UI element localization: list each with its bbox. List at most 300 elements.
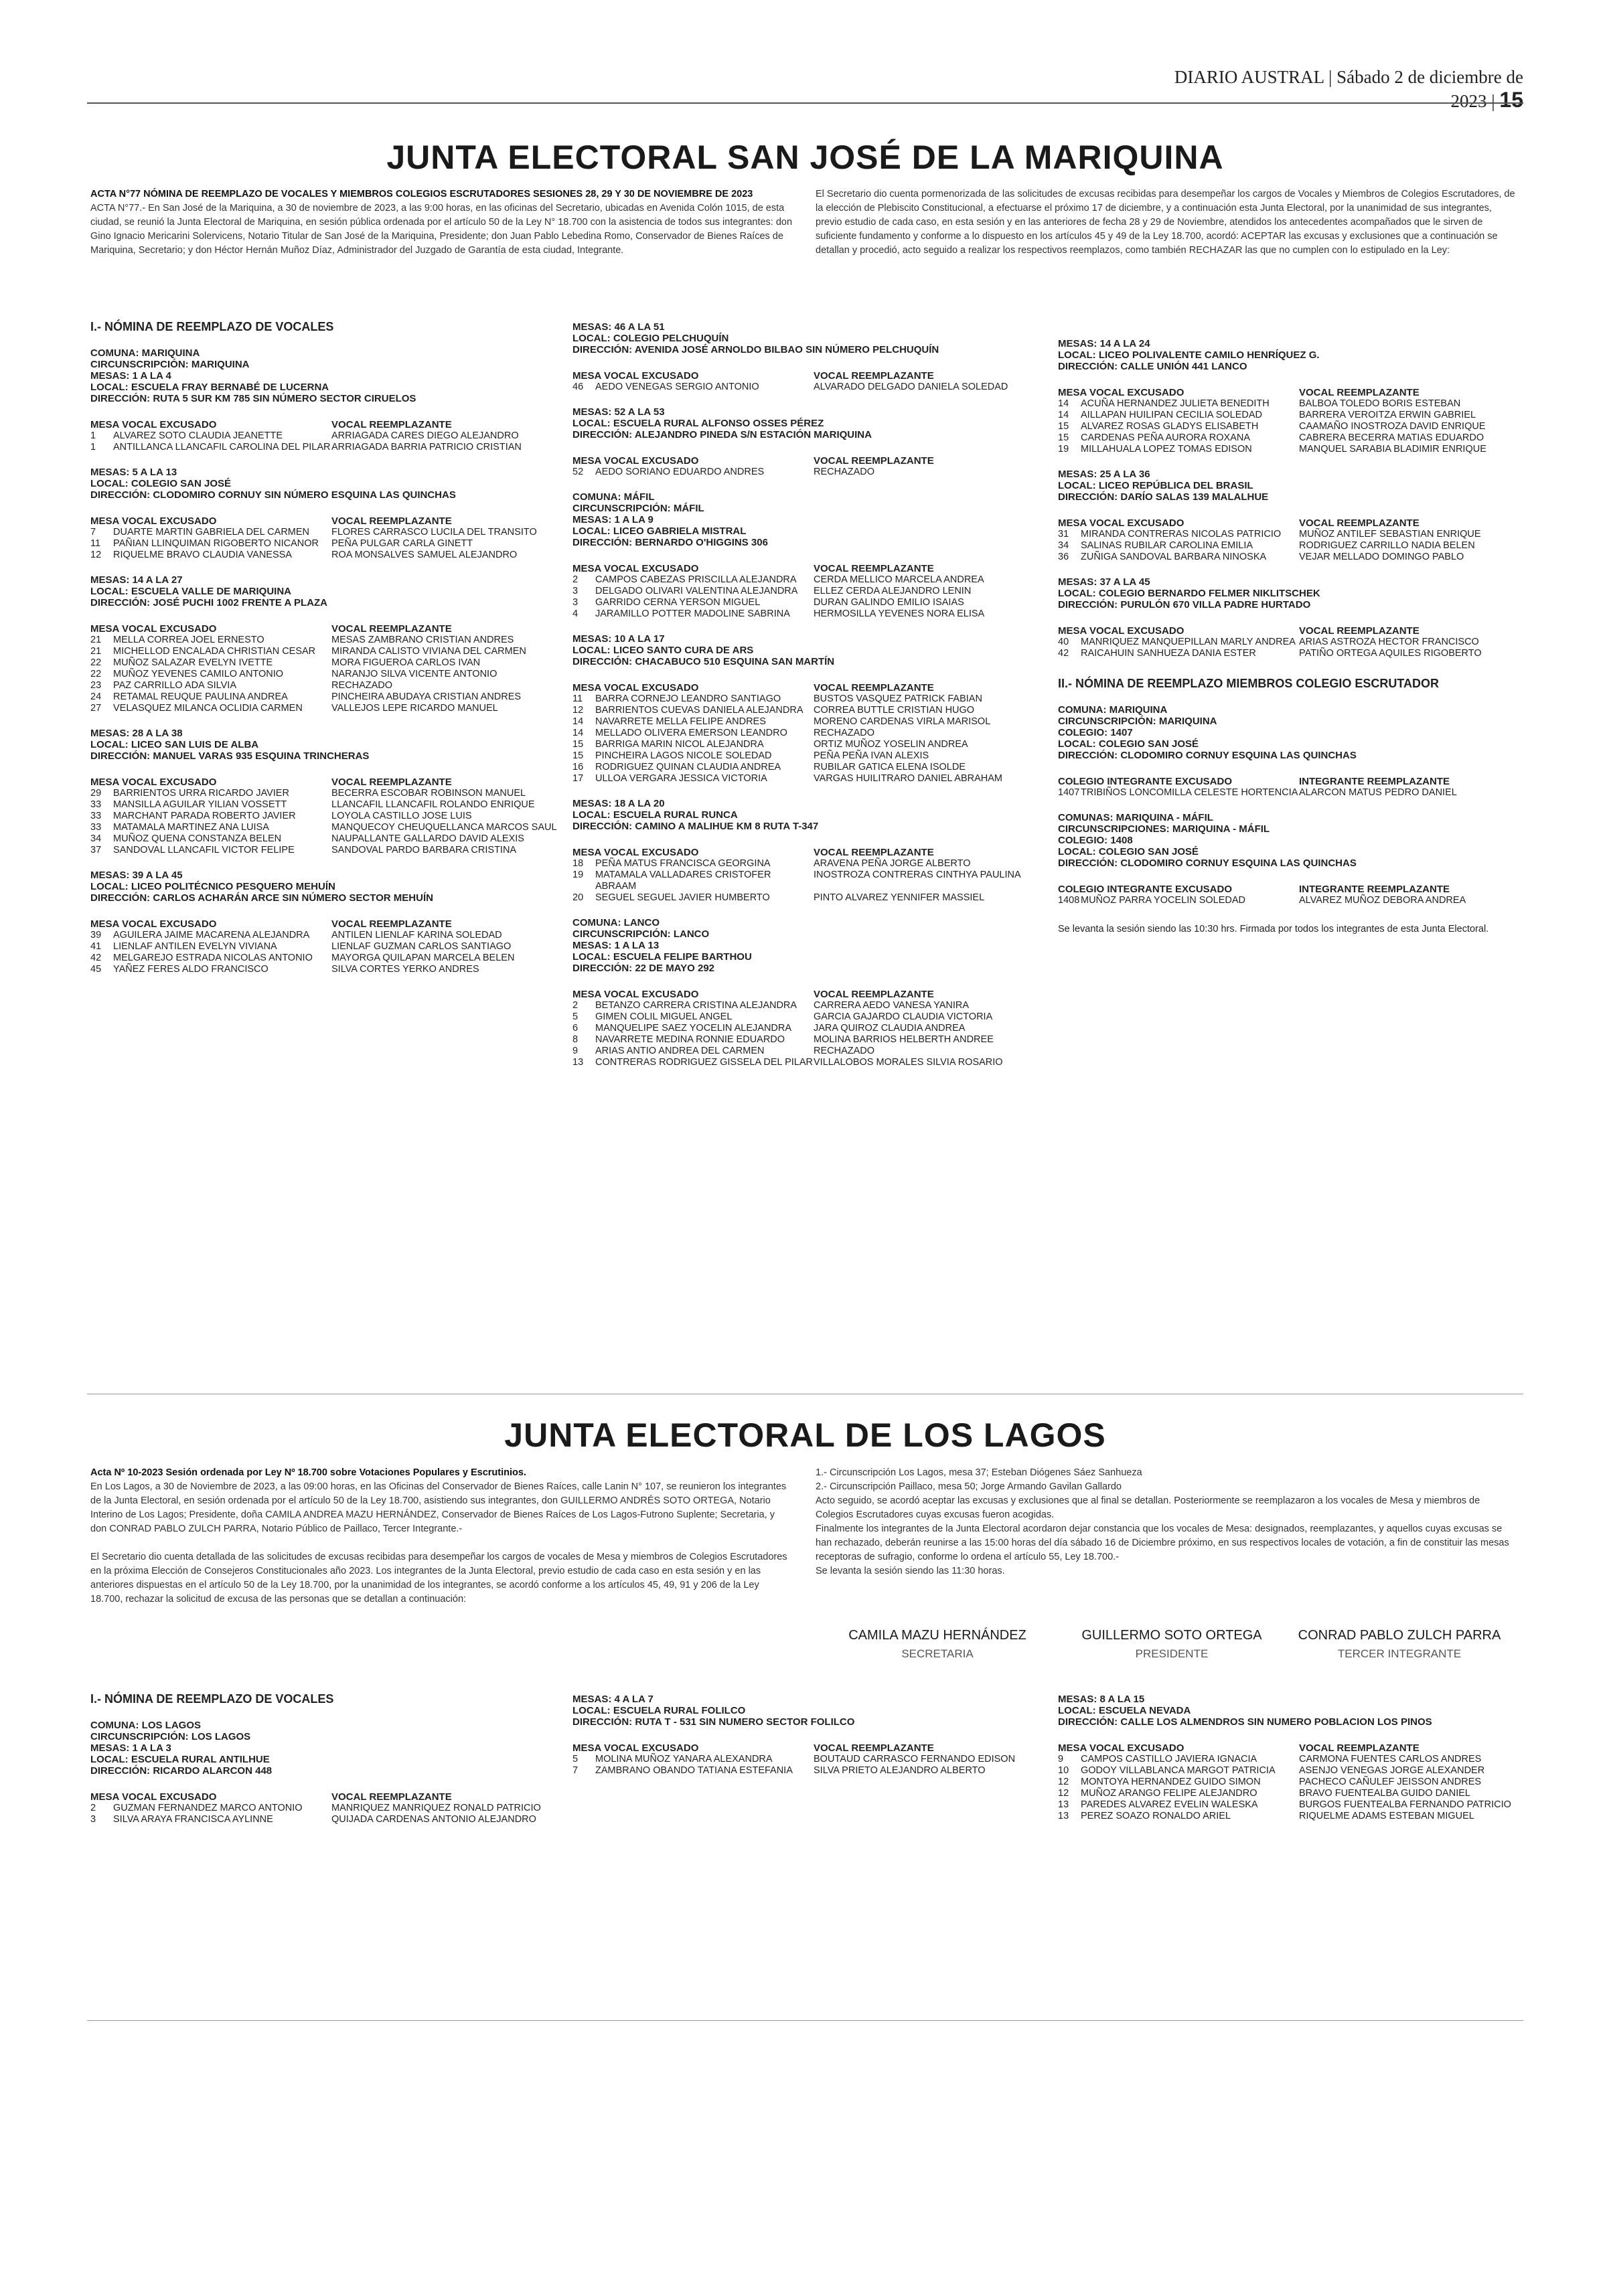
excused-cell [90, 442, 331, 453]
table-row [90, 953, 566, 964]
table-row [90, 669, 566, 680]
replacement-name: VALLEJOS LEPE RICARDO MANUEL [331, 703, 498, 714]
replacement-name: PINTO ALVAREZ YENNIFER MASSIEL [814, 892, 985, 903]
header-replacement: VOCAL REEMPLAZANTE [814, 989, 934, 1000]
block-header-line: MESAS: 14 A LA 24 [1058, 338, 1150, 349]
section-title: I.- NÓMINA DE REEMPLAZO DE VOCALES [90, 320, 334, 333]
table-row [1058, 529, 1527, 540]
replacement-name: CAAMAÑO INOSTROZA DAVID ENRIQUE [1299, 421, 1486, 432]
mesa-number: 15 [572, 750, 584, 761]
header-replacement: VOCAL REEMPLAZANTE [331, 1791, 452, 1803]
block-header-line: MESAS: 5 A LA 13 [90, 467, 177, 478]
excused-cell [1058, 787, 1299, 799]
header-replacement: VOCAL REEMPLAZANTE [331, 918, 452, 930]
excused-name: CONTRERAS RODRIGUEZ GISSELA DEL PILAR [595, 1057, 813, 1068]
table-row [1058, 1765, 1527, 1777]
excused-cell [572, 693, 814, 705]
excused-name: MUÑOZ QUENA CONSTANZA BELEN [113, 833, 282, 844]
table-row [90, 680, 566, 691]
replacement-name: CARRERA AEDO VANESA YANIRA [814, 1000, 970, 1011]
mesa-number: 15 [572, 739, 584, 750]
replacement-name: RUBILAR GATICA ELENA ISOLDE [814, 762, 966, 772]
block-header-line: MESAS: 8 A LA 15 [1058, 1694, 1145, 1705]
closing-statement: Se levanta la sesión siendo las 10:30 hrs. Firmada por todos los integrantes de esta Junta Electoral. [1058, 924, 1489, 934]
block-header-line: COLEGIO: 1407 [1058, 727, 1133, 738]
lagos-intro-lead: Acta Nº 10-2023 Sesión ordenada por Ley Nº 18.700 sobre Votaciones Populares y Escrutinios. [90, 1467, 526, 1478]
block-header-line: CIRCUNSCRIPCIÓN: MÁFIL [572, 503, 704, 514]
table-row [572, 739, 1048, 750]
excused-cell [572, 1000, 814, 1011]
replacement-name: BURGOS FUENTEALBA FERNANDO PATRICIO [1299, 1799, 1511, 1810]
replacement-table [572, 847, 1048, 904]
excused-cell [1058, 1811, 1299, 1822]
table-row [90, 964, 566, 975]
excused-name: AILLAPAN HUILIPAN CECILIA SOLEDAD [1081, 410, 1263, 420]
replacement-name: MUÑOZ ANTILEF SEBASTIAN ENRIQUE [1299, 529, 1481, 540]
replacement-name: BALBOA TOLEDO BORIS ESTEBAN [1299, 398, 1461, 409]
mesa-number: 22 [90, 657, 102, 668]
excused-cell [1058, 637, 1299, 648]
mesa-block [572, 633, 1048, 785]
excused-cell [90, 703, 331, 714]
excused-name: AEDO SORIANO EDUARDO ANDRES [595, 467, 765, 477]
mesa-number: 19 [1058, 444, 1069, 455]
excused-cell [90, 691, 331, 703]
excused-cell [572, 597, 814, 608]
header-excused: MESA VOCAL EXCUSADO [572, 455, 699, 467]
excused-cell [90, 646, 331, 657]
excused-name: MUÑOZ PARRA YOCELIN SOLEDAD [1081, 895, 1246, 906]
replacement-table [572, 682, 1048, 785]
excused-name: BARRIENTOS URRA RICARDO JAVIER [113, 788, 289, 799]
mesa-number: 9 [572, 1046, 579, 1056]
mesa-block-header [572, 917, 1048, 974]
block-header-line: DIRECCIÓN: CHACABUCO 510 ESQUINA SAN MARTÍN [572, 656, 835, 667]
excused-name: ARIAS ANTIO ANDREA DEL CARMEN [595, 1046, 765, 1056]
excused-name: ACUÑA HERNANDEZ JULIETA BENEDITH [1081, 398, 1270, 409]
excused-name: CARDENAS PEÑA AURORA ROXANA [1081, 432, 1251, 443]
excused-cell [1058, 398, 1299, 410]
excused-name: ANTILLANCA LLANCAFIL CAROLINA DEL PILAR [113, 442, 331, 453]
mesa-block-header [1058, 812, 1527, 869]
mesa-number: 9 [1058, 1754, 1064, 1765]
replacement-name: FLORES CARRASCO LUCILA DEL TRANSITO [331, 527, 537, 538]
mesa-number: 39 [90, 930, 102, 940]
table-row [90, 1803, 566, 1814]
replacement-table [572, 563, 1048, 620]
table-header [90, 623, 566, 635]
excused-cell [572, 382, 814, 393]
mesa-block [572, 798, 1048, 904]
excused-cell [90, 941, 331, 953]
header-replacement: VOCAL REEMPLAZANTE [814, 1742, 934, 1754]
replacement-table [1058, 884, 1527, 906]
replacement-name: ARRIAGADA CARES DIEGO ALEJANDRO [331, 430, 519, 441]
mesa-block-header [1058, 704, 1527, 761]
mesa-number: 34 [1058, 540, 1069, 551]
excused-cell [1058, 552, 1299, 563]
table-row [572, 1011, 1048, 1023]
block-header-line: DIRECCIÓN: JOSÉ PUCHI 1002 FRENTE A PLAZA [90, 597, 327, 608]
table-row [572, 608, 1048, 620]
replacement-table [90, 776, 566, 856]
replacement-table [572, 1742, 1048, 1777]
header-rule [87, 102, 1523, 104]
replacement-name: PACHECO CAÑULEF JEISSON ANDRES [1299, 1777, 1482, 1787]
excused-cell [572, 1046, 814, 1057]
table-header [1058, 776, 1527, 787]
mariquina-intro-left [90, 187, 793, 258]
excused-cell [1058, 421, 1299, 432]
replacement-name: PEÑA PULGAR CARLA GINETT [331, 538, 473, 549]
mesa-number: 19 [572, 870, 584, 880]
lagos-column-3 [1058, 1694, 1527, 1835]
mesa-number: 17 [572, 773, 584, 784]
table-row [1058, 637, 1527, 648]
excused-cell [572, 773, 814, 785]
excused-cell [90, 833, 331, 845]
block-header-line: LOCAL: ESCUELA FRAY BERNABÉ DE LUCERNA [90, 382, 329, 393]
excused-cell [572, 716, 814, 728]
header-excused: MESA VOCAL EXCUSADO [572, 1742, 699, 1754]
excused-name: VELASQUEZ MILANCA OCLIDIA CARMEN [113, 703, 303, 714]
excused-cell [572, 1034, 814, 1046]
table-row [90, 442, 566, 453]
header-excused: COLEGIO INTEGRANTE EXCUSADO [1058, 884, 1233, 895]
mesa-block-header [572, 491, 1048, 548]
replacement-name: QUIJADA CARDENAS ANTONIO ALEJANDRO [331, 1814, 536, 1825]
mesa-block-header [572, 1694, 1048, 1728]
excused-name: SANDOVAL LLANCAFIL VICTOR FELIPE [113, 845, 295, 855]
mesa-number: 46 [572, 382, 584, 392]
header-excused: MESA VOCAL EXCUSADO [572, 370, 699, 382]
table-row [90, 703, 566, 714]
mesa-block [90, 1720, 566, 1825]
mariquina-column-3 [1058, 338, 1527, 935]
table-row [572, 773, 1048, 785]
mesa-block [572, 321, 1048, 393]
mesa-block [90, 467, 566, 561]
replacement-name: PINCHEIRA ABUDAYA CRISTIAN ANDRES [331, 691, 522, 702]
block-header-line: MESAS: 1 A LA 4 [90, 370, 171, 382]
header-excused: MESA VOCAL EXCUSADO [1058, 517, 1184, 529]
table-row [90, 635, 566, 646]
lagos-intro-right-2: 2.- Circunscripción Paillaco, mesa 50; Jorge Armando Gavilan Gallardo [816, 1481, 1122, 1492]
excused-cell [572, 1057, 814, 1068]
excused-name: PAREDES ALVAREZ EVELIN WALESKA [1081, 1799, 1258, 1810]
mariquina-title: JUNTA ELECTORAL SAN JOSÉ DE LA MARIQUINA [386, 139, 1224, 176]
table-row [1058, 540, 1527, 552]
header-excused: MESA VOCAL EXCUSADO [90, 419, 217, 430]
excused-name: SALINAS RUBILAR CAROLINA EMILIA [1081, 540, 1253, 551]
table-header [1058, 1742, 1527, 1754]
mesa-number: 33 [90, 799, 102, 810]
table-row [572, 750, 1048, 762]
table-row [572, 574, 1048, 586]
replacement-name: LIENLAF GUZMAN CARLOS SANTIAGO [331, 941, 512, 952]
excused-name: MELGAREJO ESTRADA NICOLAS ANTONIO [113, 953, 313, 963]
mesa-number: 13 [1058, 1799, 1069, 1810]
mesa-block [1058, 469, 1527, 563]
header-replacement: VOCAL REEMPLAZANTE [1299, 1742, 1420, 1754]
table-row [572, 382, 1048, 393]
block-header-line: COMUNA: MARIQUINA [1058, 704, 1168, 716]
excused-cell [90, 1803, 331, 1814]
excused-name: ALVAREZ SOTO CLAUDIA JEANETTE [113, 430, 283, 441]
mesa-number: 27 [90, 703, 102, 714]
replacement-name: NARANJO SILVA VICENTE ANTONIO [331, 669, 498, 679]
mesa-number: 21 [90, 635, 102, 645]
signer-role: TERCER INTEGRANTE [1337, 1647, 1462, 1660]
replacement-name: RECHAZADO [331, 680, 393, 691]
table-row [1058, 895, 1527, 906]
block-header-line: MESAS: 25 A LA 36 [1058, 469, 1150, 480]
mesa-number: 8 [572, 1034, 579, 1045]
excused-name: MELLADO OLIVERA EMERSON LEANDRO [595, 728, 787, 738]
newspaper-name: DIARIO AUSTRAL [1174, 67, 1324, 87]
table-row [90, 527, 566, 538]
block-header-line: CIRCUNSCRIPCIÓN: LOS LAGOS [90, 1731, 251, 1742]
mesa-block-header [90, 467, 566, 501]
mesa-number: 15 [1058, 421, 1069, 432]
issue-date: | Sábado 2 de diciembre de 2023 | [1328, 67, 1523, 111]
mesa-number: 15 [1058, 432, 1069, 443]
signer-name: GUILLERMO SOTO ORTEGA [1081, 1628, 1262, 1643]
mariquina-intro-lead: ACTA N°77 NÓMINA DE REEMPLAZO DE VOCALES Y MIEMBROS COLEGIOS ESCRUTADORES SESIONES 28, 29 Y 30 DE NOVIEMBRE DE 2023 [90, 189, 753, 199]
header-replacement: VOCAL REEMPLAZANTE [1299, 625, 1420, 637]
excused-cell [1058, 432, 1299, 444]
block-header-line: MESAS: 52 A LA 53 [572, 406, 665, 418]
header-replacement: VOCAL REEMPLAZANTE [1299, 387, 1420, 398]
lagos-column-1 [90, 1694, 566, 1839]
block-header-line: LOCAL: LICEO POLITÉCNICO PESQUERO MEHUÍN [90, 881, 335, 892]
mesa-number: 7 [572, 1765, 579, 1776]
excused-cell [572, 705, 814, 716]
mesa-block-header [90, 870, 566, 904]
excused-cell [1058, 410, 1299, 421]
block-header-line: DIRECCIÓN: CARLOS ACHARÁN ARCE SIN NÚMERO SECTOR MEHUÍN [90, 892, 433, 904]
block-header-line: COMUNA: MARIQUINA [90, 347, 200, 359]
header-replacement: VOCAL REEMPLAZANTE [331, 419, 452, 430]
table-header [572, 1742, 1048, 1754]
replacement-name: INOSTROZA CONTRERAS CINTHYA PAULINA [814, 870, 1021, 880]
mesa-block [1058, 338, 1527, 455]
excused-name: PINCHEIRA LAGOS NICOLE SOLEDAD [595, 750, 772, 761]
excused-name: MONTOYA HERNANDEZ GUIDO SIMON [1081, 1777, 1261, 1787]
mesa-block-header [90, 347, 566, 404]
replacement-name: RECHAZADO [814, 467, 875, 477]
replacement-name: VILLALOBOS MORALES SILVIA ROSARIO [814, 1057, 1003, 1068]
header-replacement: INTEGRANTE REEMPLAZANTE [1299, 884, 1450, 895]
replacement-name: VEJAR MELLADO DOMINGO PABLO [1299, 552, 1464, 562]
mesa-number: 3 [572, 597, 579, 608]
table-row [90, 845, 566, 856]
table-row [572, 1000, 1048, 1011]
excused-cell [1058, 895, 1299, 906]
replacement-name: CARMONA FUENTES CARLOS ANDRES [1299, 1754, 1482, 1765]
lagos-intro-right-3: Acto seguido, se acordó aceptar las excusas y exclusiones que al final se detallan. Posteriormente se reemplazaron a los vocales de Mesa y miembros de Colegios Escrutadores cuyas excusas fueron acogidas. [816, 1495, 1480, 1520]
replacement-name: CABRERA BECERRA MATIAS EDUARDO [1299, 432, 1484, 443]
replacement-table [90, 1791, 566, 1825]
header-excused: MESA VOCAL EXCUSADO [90, 776, 217, 788]
signer-presidente [1045, 1628, 1299, 1661]
excused-name: AGUILERA JAIME MACARENA ALEJANDRA [113, 930, 310, 940]
replacement-name: MORA FIGUEROA CARLOS IVAN [331, 657, 481, 668]
mesa-number: 52 [572, 467, 584, 477]
replacement-name: NAUPALLANTE GALLARDO DAVID ALEXIS [331, 833, 524, 844]
excused-cell [572, 1754, 814, 1765]
block-header-line: DIRECCIÓN: BERNARDO O'HIGGINS 306 [572, 537, 768, 548]
mesa-number: 1 [90, 442, 96, 453]
mariquina-column-2 [572, 321, 1048, 1082]
table-row [572, 467, 1048, 478]
block-header-line: LOCAL: ESCUELA NEVADA [1058, 1705, 1191, 1716]
replacement-name: ARRIAGADA BARRIA PATRICIO CRISTIAN [331, 442, 522, 453]
table-row [1058, 1811, 1527, 1822]
replacement-table [572, 455, 1048, 478]
signer-secretaria [810, 1628, 1065, 1661]
lagos-intro-left [90, 1466, 793, 1607]
block-header-line: DIRECCIÓN: PURULÓN 670 VILLA PADRE HURTADO [1058, 599, 1311, 610]
excused-name: MELLA CORREA JOEL ERNESTO [113, 635, 264, 645]
mesa-block-header [1058, 338, 1527, 372]
replacement-table [1058, 1742, 1527, 1822]
block-header-line: DIRECCIÓN: CALLE UNIÓN 441 LANCO [1058, 361, 1247, 372]
block-header-line: MESAS: 18 A LA 20 [572, 798, 665, 809]
excused-cell [1058, 529, 1299, 540]
table-row [1058, 1754, 1527, 1765]
table-row [90, 930, 566, 941]
header-replacement: VOCAL REEMPLAZANTE [1299, 517, 1420, 529]
header-excused: MESA VOCAL EXCUSADO [572, 563, 699, 574]
mesa-block [90, 574, 566, 714]
table-row [572, 716, 1048, 728]
mesa-block-header [572, 321, 1048, 355]
table-row [572, 1034, 1048, 1046]
header-replacement: VOCAL REEMPLAZANTE [331, 776, 452, 788]
signer-role: SECRETARIA [901, 1647, 974, 1660]
table-row [90, 538, 566, 550]
mesa-block [1058, 576, 1527, 659]
mesa-number: 5 [572, 1011, 579, 1022]
mesa-number: 2 [90, 1803, 96, 1813]
replacement-table [1058, 776, 1527, 799]
table-header [1058, 387, 1527, 398]
excused-name: PAZ CARRILLO ADA SILVIA [113, 680, 237, 691]
excused-cell [572, 892, 814, 904]
excused-name: ALVAREZ ROSAS GLADYS ELISABETH [1081, 421, 1259, 432]
table-row [90, 941, 566, 953]
block-header-line: COMUNA: LANCO [572, 917, 660, 928]
excused-name: SEGUEL SEGUEL JAVIER HUMBERTO [595, 892, 770, 903]
replacement-name: MANRIQUEZ MANRIQUEZ RONALD PATRICIO [331, 1803, 541, 1813]
excused-name: RIQUELME BRAVO CLAUDIA VANESSA [113, 550, 292, 560]
lagos-intro-right-1: 1.- Circunscripción Los Lagos, mesa 37; Esteban Diógenes Sáez Sanhueza [816, 1467, 1142, 1478]
excused-name: RAICAHUIN SANHUEZA DANIA ESTER [1081, 648, 1256, 659]
mesa-number: 11 [572, 693, 583, 704]
excused-name: AEDO VENEGAS SERGIO ANTONIO [595, 382, 759, 392]
mesa-number: 14 [572, 728, 584, 738]
excused-cell [90, 1814, 331, 1825]
table-row [90, 646, 566, 657]
excused-name: DUARTE MARTIN GABRIELA DEL CARMEN [113, 527, 310, 538]
excused-cell [90, 845, 331, 856]
header-excused: MESA VOCAL EXCUSADO [1058, 625, 1184, 637]
block-header-line: LOCAL: COLEGIO SAN JOSÉ [1058, 846, 1199, 857]
excused-cell [90, 953, 331, 964]
block-header-line: CIRCUNSCRIPCIONES: MARIQUINA - MÁFIL [1058, 823, 1270, 835]
replacement-name: PEÑA PEÑA IVAN ALEXIS [814, 750, 929, 761]
mesa-number: 33 [90, 811, 102, 821]
replacement-name: CORREA BUTTLE CRISTIAN HUGO [814, 705, 975, 716]
mesa-number: 34 [90, 833, 102, 844]
mesa-number: 13 [572, 1057, 584, 1068]
replacement-name: LLANCAFIL LLANCAFIL ROLANDO ENRIQUE [331, 799, 535, 810]
block-header-line: MESAS: 37 A LA 45 [1058, 576, 1150, 588]
footer-separator [87, 2020, 1523, 2021]
header-excused: MESA VOCAL EXCUSADO [90, 918, 217, 930]
excused-cell [90, 430, 331, 442]
replacement-name: ANTILEN LIENLAF KARINA SOLEDAD [331, 930, 502, 940]
table-header [1058, 625, 1527, 637]
table-row [572, 892, 1048, 904]
table-header [572, 682, 1048, 693]
block-header-line: CIRCUNSCRIPCIÓN: MARIQUINA [90, 359, 250, 370]
block-header-line: LOCAL: LICEO SAN LUIS DE ALBA [90, 739, 259, 750]
table-row [572, 762, 1048, 773]
block-header-line: MESAS: 10 A LA 17 [572, 633, 665, 645]
mesa-number: 12 [1058, 1788, 1069, 1799]
table-row [1058, 1777, 1527, 1788]
header-excused: MESA VOCAL EXCUSADO [1058, 387, 1184, 398]
replacement-name: DURAN GALINDO EMILIO ISAIAS [814, 597, 964, 608]
mesa-number: 23 [90, 680, 102, 691]
table-row [572, 586, 1048, 597]
header-excused: MESA VOCAL EXCUSADO [90, 623, 217, 635]
mesa-number: 3 [90, 1814, 96, 1825]
excused-cell [1058, 1777, 1299, 1788]
replacement-name: ORTIZ MUÑOZ YOSELIN ANDREA [814, 739, 968, 750]
replacement-name: MOLINA BARRIOS HELBERTH ANDREE [814, 1034, 994, 1045]
table-header [90, 1791, 566, 1803]
block-header-line: LOCAL: ESCUELA RURAL ANTILHUE [90, 1754, 270, 1765]
table-row [1058, 787, 1527, 799]
replacement-name: GARCIA GAJARDO CLAUDIA VICTORIA [814, 1011, 993, 1022]
mariquina-intro-right: El Secretario dio cuenta pormenorizada de las solicitudes de excusas recibidas para desempeñar los cargos de Vocales y Miembros de Colegios Escrutadores, de la elección de Plebiscito Constitucional, a efectuarse el próximo 17 de diciembre, y a continuación esta Junta Electoral, por la unanimidad de sus integrantes, previo estudio de cada caso, en esta sesión y en las anteriores de fecha 28 y 29 de Noviembre, atendidos los antecedentes acompañados que le sirven de suficiente fundamento y conforme a lo dispuesto en los artículos 45 y 49 de la Ley 18.700, acordó: ACEPTAR las excusas y exclusiones que a continuación se detallan y procedió, acto seguido a realizar los respectivos reemplazos, como también RECHAZAR las que no cumplen con lo estipulado en la Ley: [816, 189, 1515, 256]
block-header-line: LOCAL: ESCUELA RURAL RUNCA [572, 809, 738, 821]
excused-name: DELGADO OLIVARI VALENTINA ALEJANDRA [595, 586, 798, 596]
mesa-block [572, 491, 1048, 620]
excused-cell [572, 858, 814, 870]
table-row [90, 811, 566, 822]
block-header-line: COLEGIO: 1408 [1058, 835, 1133, 846]
excused-name: TRIBIÑOS LONCOMILLA CELESTE HORTENCIA [1081, 787, 1298, 798]
block-header-line: MESAS: 4 A LA 7 [572, 1694, 654, 1705]
header-excused: MESA VOCAL EXCUSADO [1058, 1742, 1184, 1754]
replacement-name: LOYOLA CASTILLO JOSE LUIS [331, 811, 472, 821]
block-header-line: MESAS: 14 A LA 27 [90, 574, 183, 586]
mesa-block [90, 347, 566, 453]
block-header-line: DIRECCIÓN: ALEJANDRO PINEDA S/N ESTACIÓN MARIQUINA [572, 429, 872, 440]
table-row [90, 550, 566, 561]
excused-name: GIMEN COLIL MIGUEL ANGEL [595, 1011, 733, 1022]
table-header [572, 455, 1048, 467]
table-header [572, 563, 1048, 574]
mesa-block [90, 728, 566, 856]
mesa-number: 41 [90, 941, 102, 952]
block-header-line: DIRECCIÓN: 22 DE MAYO 292 [572, 963, 715, 974]
table-header [90, 419, 566, 430]
